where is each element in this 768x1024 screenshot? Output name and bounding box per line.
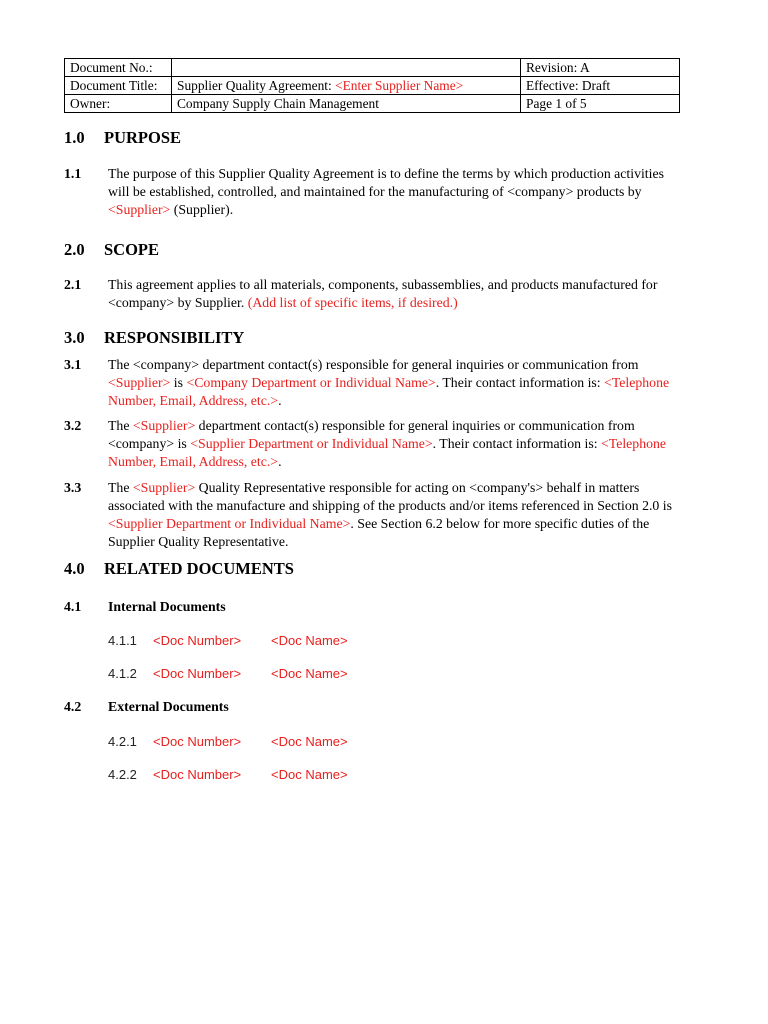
header-row-title [65, 77, 680, 95]
header-row-owner [65, 95, 680, 113]
paragraph-3-3 [64, 479, 680, 551]
section-title: RESPONSIBILITY [104, 328, 245, 347]
section-heading-related-documents [64, 559, 294, 579]
department-placeholder: <Supplier Department or Individual Name> [190, 436, 433, 451]
doc-no-value [172, 59, 521, 77]
doc-name-placeholder: <Doc Name> [271, 666, 348, 681]
doc-list-item [108, 767, 348, 782]
section-heading-responsibility [64, 328, 244, 348]
paragraph-text [108, 417, 680, 471]
supplier-placeholder: <Supplier> [108, 202, 171, 217]
doc-item-number: 4.1.1 [108, 633, 137, 648]
paragraph-3-2 [64, 417, 680, 471]
text-run: . See Section 6.2 below for more specific duties of the Supplier Quality Representative. [108, 516, 650, 549]
text-run: . [278, 454, 282, 469]
paragraph-text [108, 165, 680, 219]
revision: Revision: A [521, 59, 680, 77]
subsection-number: 4.2 [64, 699, 82, 714]
text-run: The [108, 480, 133, 495]
paragraph-2-1 [64, 276, 680, 312]
section-title: SCOPE [104, 240, 160, 259]
paragraph-number: 1.1 [64, 166, 82, 181]
doc-item-number: 4.2.2 [108, 767, 137, 782]
paragraph-3-1 [64, 356, 680, 410]
owner-value: Company Supply Chain Management [172, 95, 521, 113]
text-run: . [278, 393, 282, 408]
doc-list-item [108, 633, 348, 648]
paragraph-1-1 [64, 165, 680, 219]
department-placeholder: <Supplier Department or Individual Name> [108, 516, 351, 531]
doc-title-text: Supplier Quality Agreement: [177, 78, 336, 93]
paragraph-number: 2.1 [64, 277, 82, 292]
department-placeholder: <Company Department or Individual Name> [186, 375, 436, 390]
supplier-placeholder: <Supplier> [132, 418, 196, 433]
effective: Effective: Draft [521, 77, 680, 95]
subsection-number: 4.1 [64, 599, 82, 614]
doc-number-placeholder: <Doc Number> [153, 666, 242, 681]
text-run: is [170, 375, 187, 390]
paragraph-number: 3.2 [64, 418, 82, 433]
text-run: The purpose of this Supplier Quality Agreement is to define the terms by which production activities will be established, controlled, and maintained for the manufacturing of <company> products by [108, 166, 664, 199]
section-number: 3.0 [64, 328, 85, 347]
text-run: department contact(s) responsible for general inquiries or communication from <company> is [108, 418, 635, 451]
subsection-title: Internal Documents [108, 599, 226, 614]
section-title: PURPOSE [104, 128, 182, 147]
owner-label: Owner: [65, 95, 172, 113]
page-number: Page 1 of 5 [521, 95, 680, 113]
doc-list-item [108, 734, 348, 749]
paragraph-text [108, 276, 680, 312]
paragraph-number: 3.1 [64, 357, 82, 372]
doc-number-placeholder: <Doc Number> [153, 734, 242, 749]
text-run: The [108, 418, 133, 433]
text-run: . Their contact information is: [432, 436, 601, 451]
section-number: 1.0 [64, 128, 85, 147]
document-header-table [64, 58, 680, 113]
doc-number-placeholder: <Doc Number> [153, 767, 242, 782]
subheading-external-documents [64, 699, 229, 715]
doc-item-number: 4.1.2 [108, 666, 137, 681]
contact-placeholder: <Telephone Number, Email, Address, etc.> [108, 375, 670, 408]
section-heading-scope [64, 240, 159, 260]
doc-no-label: Document No.: [65, 59, 172, 77]
section-title: RELATED DOCUMENTS [104, 559, 294, 578]
section-number: 2.0 [64, 240, 85, 259]
items-placeholder: (Add list of specific items, if desired.) [247, 295, 458, 310]
text-run: This agreement applies to all materials, components, subassemblies, and products manufactured for <company> by Supplier. [108, 277, 658, 310]
supplier-placeholder: <Supplier> [108, 375, 171, 390]
doc-name-placeholder: <Doc Name> [271, 734, 348, 749]
text-run: (Supplier). [170, 202, 234, 217]
text-run: . Their contact information is: [435, 375, 605, 390]
paragraph-number: 3.3 [64, 480, 82, 495]
section-heading-purpose [64, 128, 181, 148]
header-row-docno [65, 59, 680, 77]
paragraph-text [108, 356, 680, 410]
contact-placeholder: <Telephone Number, Email, Address, etc.> [108, 436, 667, 469]
doc-number-placeholder: <Doc Number> [153, 633, 242, 648]
doc-name-placeholder: <Doc Name> [271, 633, 348, 648]
text-run: Quality Representative responsible for acting on <company's> behalf in matters associated with the manufacture and shipping of the products and/or items referenced in Section 2.0 is [108, 480, 672, 513]
subheading-internal-documents [64, 599, 226, 615]
subsection-title: External Documents [108, 699, 229, 714]
doc-title-value [172, 77, 521, 95]
doc-item-number: 4.2.1 [108, 734, 137, 749]
doc-title-label: Document Title: [65, 77, 172, 95]
paragraph-text [108, 479, 680, 551]
supplier-placeholder: <Supplier> [132, 480, 196, 495]
doc-name-placeholder: <Doc Name> [271, 767, 348, 782]
section-number: 4.0 [64, 559, 85, 578]
doc-list-item [108, 666, 348, 681]
text-run: The <company> department contact(s) responsible for general inquiries or communication from [108, 357, 639, 372]
supplier-name-placeholder: <Enter Supplier Name> [335, 78, 464, 93]
